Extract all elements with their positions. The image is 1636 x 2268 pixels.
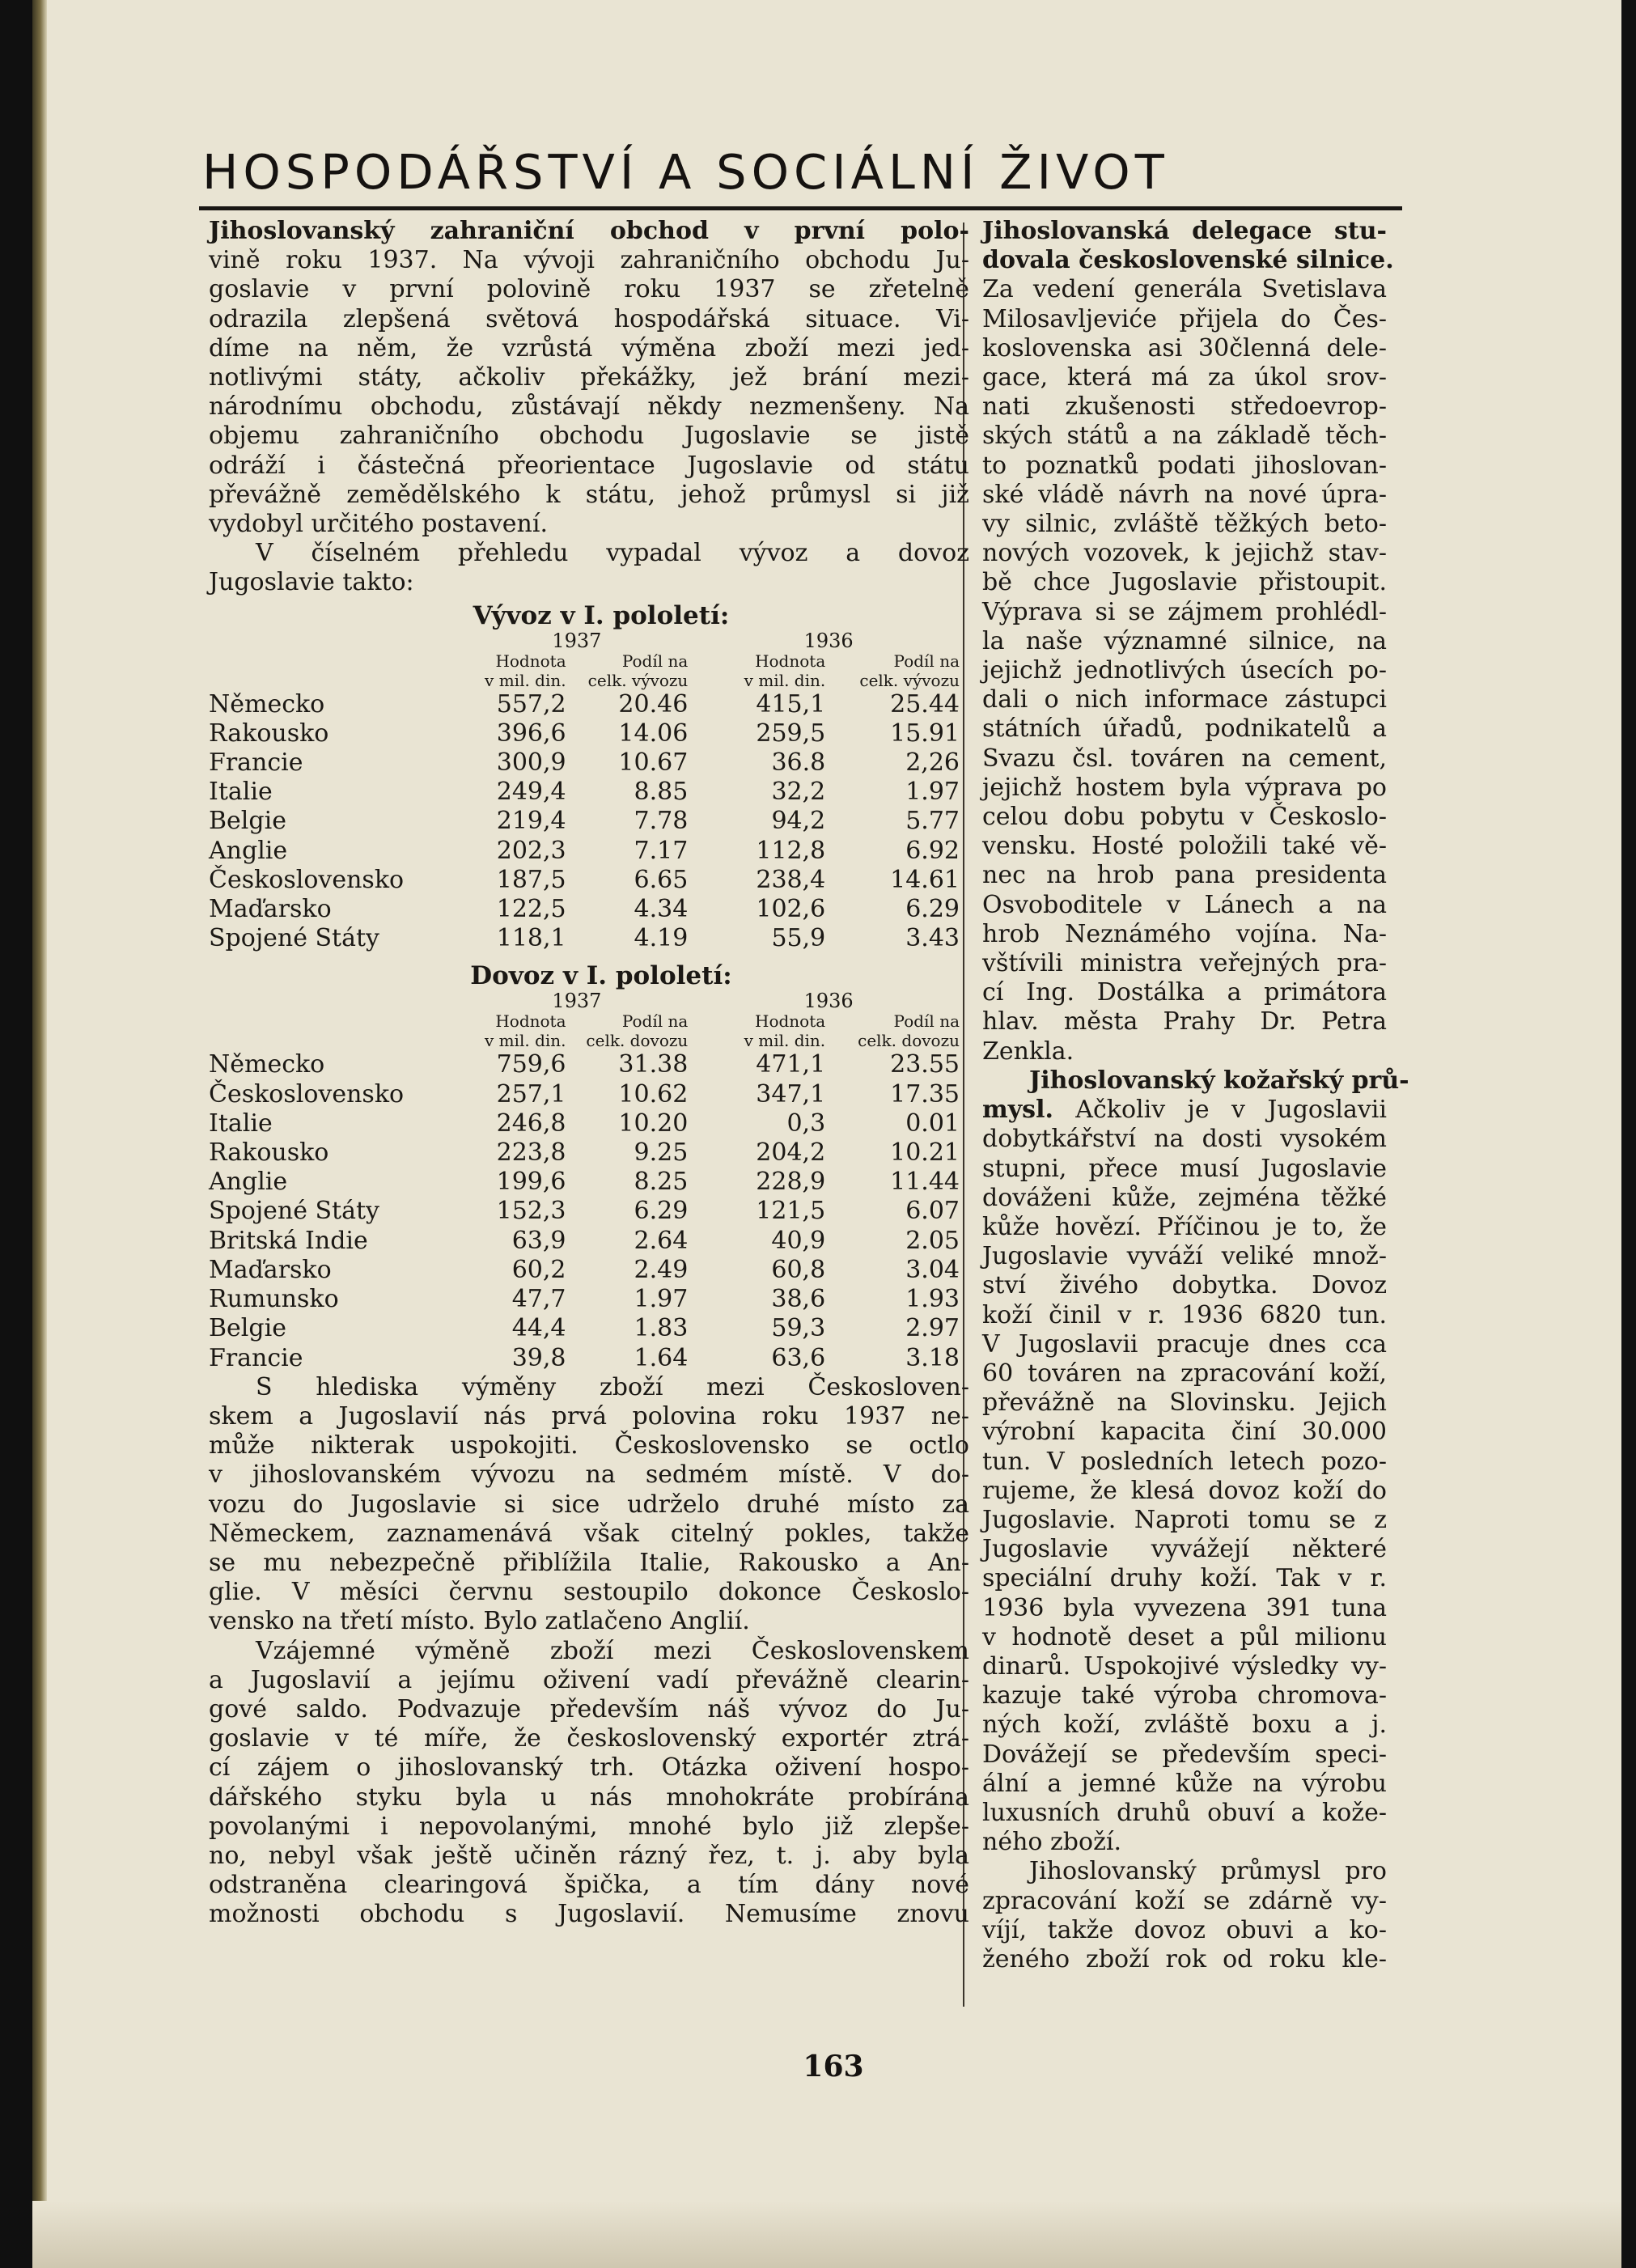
export-row	[209, 690, 964, 719]
import-row	[209, 1227, 964, 1256]
export-value-1937: 122,5	[496, 895, 566, 924]
text-line: Jihoslovanský kožařský prů-	[1029, 1066, 1409, 1095]
import-value-1936: 0,3	[786, 1109, 826, 1138]
import-country: Italie	[209, 1109, 273, 1138]
text-line: cí zájem o jihoslovanský trh. Otázka oživení hospo-	[209, 1753, 969, 1783]
import-value-1937: 44,4	[511, 1314, 566, 1343]
text-line: dali o nich informace zástupci	[982, 685, 1387, 714]
text-line: v hodnotě deset a půl milionu	[982, 1622, 1387, 1651]
page-bottom-edge	[32, 2201, 1621, 2268]
import-row	[209, 1314, 964, 1343]
text-line: možnosti obchodu s Jugoslavií. Nemusíme znovu	[209, 1900, 969, 1929]
export-row	[209, 866, 964, 895]
import-value-1936: 40,9	[771, 1226, 826, 1255]
text-line: Milosavljeviće přijela do Čes-	[982, 304, 1387, 333]
import-share-1936: 23.55	[890, 1050, 960, 1079]
text-line: objemu zahraničního obchodu Jugoslavie se jistě	[209, 422, 969, 451]
text-line: koslovenska asi 30členná dele-	[982, 333, 1387, 362]
export-year-a: 1937	[552, 629, 602, 652]
import-country: Rumunsko	[209, 1285, 339, 1314]
export-country: Německo	[209, 689, 325, 719]
text-line: státních úřadů, podnikatelů a	[982, 714, 1387, 744]
export-value-1937: 300,9	[496, 748, 566, 778]
import-value-1936: 471,1	[756, 1050, 826, 1079]
text-line: Svazu čsl. továren na cement,	[982, 744, 1387, 773]
export-h-share-b: Podíl na	[893, 651, 960, 671]
import-header-unit-row	[209, 1031, 964, 1050]
export-value-1937: 202,3	[496, 836, 566, 865]
text-line: vydobyl určitého postavení.	[209, 510, 548, 539]
import-share-1937: 31.38	[618, 1050, 689, 1079]
text-line: V Jugoslavii pracuje dnes cca	[982, 1329, 1387, 1359]
text-line: 60 továren na zpracování koží,	[982, 1359, 1387, 1388]
import-value-1937: 257,1	[496, 1079, 566, 1109]
import-value-1937: 152,3	[496, 1197, 566, 1226]
export-row	[209, 807, 964, 836]
import-share-1937: 1.97	[634, 1285, 689, 1314]
export-country: Belgie	[209, 807, 286, 836]
export-row	[209, 778, 964, 807]
import-share-1936: 10.21	[890, 1138, 960, 1168]
export-share-1937: 7.78	[634, 807, 689, 836]
import-country: Belgie	[209, 1314, 286, 1343]
export-share-1937: 14.06	[618, 719, 689, 748]
text-line: ské vládě návrh na nové úpra-	[982, 480, 1387, 509]
text-line: ných koží, zvláště boxu a j.	[982, 1711, 1387, 1740]
commentary-text	[209, 1373, 969, 1930]
text-line: výrobní kapacita činí 30.000	[982, 1418, 1387, 1447]
export-table-title: Vývoz v I. pololetí:	[473, 600, 730, 630]
text-line: dováženi kůže, zejména těžké	[982, 1183, 1387, 1212]
import-value-1936: 347,1	[756, 1079, 826, 1109]
export-h-value-unit-a: v mil. din.	[485, 670, 566, 690]
text-line: Jihoslovanská delegace stu-	[982, 217, 1387, 245]
import-value-1937: 223,8	[496, 1138, 566, 1168]
text-line: ských států a na základě těch-	[982, 422, 1387, 451]
export-h-share-a: Podíl na	[621, 651, 689, 671]
text-line: a Jugoslavií a jejímu oživení vadí převážně clearin-	[209, 1665, 969, 1694]
import-h-share-a: Podíl na	[621, 1011, 689, 1032]
import-value-1937: 246,8	[496, 1109, 566, 1138]
import-value-1937: 199,6	[496, 1168, 566, 1197]
import-value-1936: 38,6	[771, 1285, 826, 1314]
import-share-1936: 2.05	[905, 1226, 960, 1255]
text-line: gace, která má za úkol srov-	[982, 363, 1387, 392]
left-column	[209, 217, 969, 1930]
export-share-1936: 14.61	[890, 865, 960, 894]
export-row	[209, 719, 964, 748]
import-share-1936: 11.44	[890, 1168, 960, 1197]
export-value-1936: 94,2	[771, 807, 826, 836]
export-share-1937: 7.17	[634, 836, 689, 865]
import-h-value-b: Hodnota	[755, 1011, 826, 1032]
import-country: Maďarsko	[209, 1255, 332, 1284]
text-line: Jihoslovanský zahraniční obchod v první polo-	[209, 217, 969, 245]
import-table-title: Dovoz v I. pololetí:	[470, 961, 732, 991]
import-row	[209, 1109, 964, 1138]
export-value-1937: 118,1	[496, 924, 566, 953]
import-share-1936: 3.04	[905, 1255, 960, 1284]
import-country: Spojené Státy	[209, 1197, 379, 1226]
page-number: 163	[803, 2050, 864, 2084]
header-rule	[199, 206, 1402, 210]
import-share-1937: 2.64	[634, 1226, 689, 1255]
text-line: zpracování koží se zdárně vy-	[982, 1886, 1387, 1915]
export-share-1937: 4.34	[634, 895, 689, 924]
text-line: Jugoslavie. Naproti tomu se z	[982, 1505, 1387, 1534]
export-country: Italie	[209, 778, 273, 807]
text-line: ální a jemné kůže na výrobu	[982, 1769, 1387, 1798]
import-value-1936: 228,9	[756, 1168, 826, 1197]
text-line: glie. V měsíci červnu sestoupilo dokonce Českoslo-	[209, 1578, 969, 1607]
text-line: národnímu obchodu, zůstávají někdy nezmenšeny. Na	[209, 392, 969, 422]
import-year-b: 1936	[803, 990, 854, 1013]
text-line: v jihoslovanském vývozu na sedmém místě. V do-	[209, 1460, 969, 1490]
import-share-1936: 2.97	[905, 1314, 960, 1343]
export-share-1936: 2,26	[905, 748, 960, 778]
text-line: cí Ing. Dostálka a primátora	[982, 978, 1387, 1007]
import-share-1936: 17.35	[890, 1079, 960, 1109]
text-line: odráží i částečná přeorientace Jugoslavie od státu	[209, 451, 969, 480]
text-line: nati zkušenosti středoevrop-	[982, 392, 1387, 422]
export-country: Anglie	[209, 836, 288, 865]
text-line: gové saldo. Podvazuje především náš vývoz do Ju-	[209, 1694, 969, 1723]
export-value-1936: 32,2	[771, 778, 826, 807]
export-h-value-a: Hodnota	[495, 651, 566, 671]
text-line: no, nebyl však ještě učiněn rázný řez, t. j. aby byla	[209, 1841, 969, 1870]
text-line: Zenkla.	[982, 1036, 1074, 1066]
import-share-1936: 6.07	[905, 1197, 960, 1226]
export-value-1937: 396,6	[496, 719, 566, 748]
export-country: Spojené Státy	[209, 924, 379, 953]
text-line: Jugoslavie vyváží veliké množ-	[982, 1242, 1387, 1271]
document-page	[32, 0, 1621, 2268]
import-row	[209, 1197, 964, 1226]
import-row	[209, 1344, 964, 1373]
text-line: celou dobu pobytu v Českoslo-	[982, 803, 1387, 832]
text-line: goslavie v té míře, že československý exportér ztrá-	[209, 1724, 969, 1753]
text-line: jejichž hostem byla výprava po	[982, 773, 1387, 802]
import-country: Německo	[209, 1050, 325, 1079]
export-value-1937: 187,5	[496, 865, 566, 894]
text-line: dinarů. Uspokojivé výsledky vy-	[982, 1651, 1387, 1681]
text-line: dovala československé silnice.	[982, 246, 1394, 275]
export-year-b: 1936	[803, 629, 854, 652]
right-column	[982, 217, 1409, 1974]
export-row	[209, 924, 964, 953]
text-line: Výprava si se zájmem prohlédl-	[982, 597, 1387, 626]
import-country: Anglie	[209, 1168, 288, 1197]
import-value-1937: 63,9	[511, 1226, 566, 1255]
text-line: goslavie v první polovině roku 1937 se zřetelně	[209, 275, 969, 304]
text-line: Za vedení generála Svetislava	[982, 275, 1387, 304]
text-line: S hlediska výměny zboží mezi Českosloven-	[256, 1372, 969, 1401]
export-share-1936: 25.44	[890, 689, 960, 719]
text-line: vozu do Jugoslavie si sice udrželo druhé místo za	[209, 1490, 969, 1519]
import-h-value-a: Hodnota	[495, 1011, 566, 1032]
export-h-value-b: Hodnota	[755, 651, 826, 671]
import-value-1936: 204,2	[756, 1138, 826, 1168]
text-line: vině roku 1937. Na vývoji zahraničního obchodu Ju-	[209, 246, 969, 275]
export-value-1936: 36.8	[771, 748, 826, 778]
text-line: převážně na Slovinsku. Jejich	[982, 1388, 1387, 1418]
import-value-1936: 121,5	[756, 1197, 826, 1226]
import-h-share-unit-b: celk. dovozu	[858, 1031, 960, 1051]
export-header-row	[209, 651, 964, 671]
text-line: nových vozovek, k jejichž stav-	[982, 539, 1387, 568]
text-line: la naše významné silnice, na	[982, 626, 1387, 655]
text-line: skem a Jugoslavií nás prvá polovina roku 1937 ne-	[209, 1401, 969, 1431]
export-year-row	[209, 630, 964, 651]
export-value-1936: 112,8	[756, 836, 826, 865]
text-line: V číselném přehledu vypadal vývoz a dovoz	[256, 539, 969, 568]
import-row	[209, 1080, 964, 1109]
export-share-1937: 10.67	[618, 748, 689, 778]
text-line: nec na hrob pana presidenta	[982, 861, 1387, 890]
export-share-1936: 3.43	[905, 924, 960, 953]
import-share-1936: 1.93	[905, 1285, 960, 1314]
section-header: HOSPODÁŘSTVÍ A SOCIÁLNÍ ŽIVOT	[202, 144, 1169, 200]
export-h-share-unit-a: celk. vývozu	[587, 670, 689, 690]
import-country: Československo	[209, 1079, 405, 1109]
import-header-row	[209, 1011, 964, 1031]
text-line: Jugoslavie vyvážejí některé	[982, 1535, 1387, 1564]
text-line: převážně zemědělského k státu, jehož průmysl si již	[209, 480, 969, 509]
text-line: hlav. města Prahy Dr. Petra	[982, 1007, 1387, 1036]
text-line: odrazila zlepšená světová hospodářská situace. Vi-	[209, 304, 969, 333]
export-share-1937: 6.65	[634, 865, 689, 894]
text-line: kazuje také výroba chromova-	[982, 1681, 1387, 1711]
import-value-1936: 59,3	[771, 1314, 826, 1343]
text-line: 1936 byla vyvezena 391 tuna	[982, 1593, 1387, 1622]
text-line: mysl. Ačkoliv je v Jugoslavii	[982, 1096, 1387, 1125]
import-h-share-unit-a: celk. dovozu	[586, 1031, 689, 1051]
export-share-1936: 15.91	[890, 719, 960, 748]
export-share-1937: 8.85	[634, 778, 689, 807]
export-value-1936: 415,1	[756, 689, 826, 719]
text-line: speciální druhy koží. Tak v r.	[982, 1564, 1387, 1593]
text-line: Dovážejí se především speci-	[982, 1740, 1387, 1769]
import-row	[209, 1168, 964, 1197]
import-share-1937: 9.25	[634, 1138, 689, 1168]
text-line: ného zboží.	[982, 1828, 1122, 1857]
export-value-1936: 55,9	[771, 924, 826, 953]
import-row	[209, 1285, 964, 1314]
import-country: Britská Indie	[209, 1226, 368, 1255]
export-row	[209, 748, 964, 778]
import-share-1937: 1.83	[634, 1314, 689, 1343]
export-share-1937: 4.19	[634, 924, 689, 953]
export-table	[209, 630, 964, 954]
text-line: Německem, zaznamenává však citelný pokles, takže	[209, 1519, 969, 1548]
import-share-1937: 8.25	[634, 1168, 689, 1197]
export-country: Francie	[209, 748, 303, 778]
text-line: vštívili ministra veřejných pra-	[982, 949, 1387, 978]
text-line: vensko na třetí místo. Bylo zatlačeno Anglií.	[209, 1607, 750, 1636]
export-value-1937: 249,4	[496, 778, 566, 807]
import-value-1937: 60,2	[511, 1255, 566, 1284]
text-line: bě chce Jugoslavie přistoupit.	[982, 568, 1387, 597]
text-line: notlivými státy, ačkoliv překážky, jež brání mezi-	[209, 363, 969, 392]
import-year-a: 1937	[552, 990, 602, 1013]
import-value-1936: 60,8	[771, 1255, 826, 1284]
import-value-1936: 63,6	[771, 1343, 826, 1372]
text-line: koží činil v r. 1936 6820 tun.	[982, 1300, 1387, 1329]
import-share-1937: 6.29	[634, 1197, 689, 1226]
export-h-value-unit-b: v mil. din.	[744, 670, 826, 690]
export-value-1936: 259,5	[756, 719, 826, 748]
text-line: stupni, přece musí Jugoslavie	[982, 1154, 1387, 1183]
import-value-1937: 47,7	[511, 1285, 566, 1314]
text-line: kůže hovězí. Příčinou je to, že	[982, 1212, 1387, 1241]
text-line: povolanými i nepovolanými, mnohé bylo již zlepše-	[209, 1812, 969, 1841]
export-header-unit-row	[209, 671, 964, 690]
import-share-1937: 10.62	[618, 1079, 689, 1109]
text-line: vy silnic, zvláště těžkých beto-	[982, 510, 1387, 539]
import-h-value-unit-b: v mil. din.	[744, 1031, 826, 1051]
import-country: Rakousko	[209, 1138, 329, 1168]
import-h-share-b: Podíl na	[893, 1011, 960, 1032]
import-share-1936: 3.18	[905, 1343, 960, 1372]
import-share-1937: 10.20	[618, 1109, 689, 1138]
export-value-1937: 557,2	[496, 689, 566, 719]
text-line: ství živého dobytka. Dovoz	[982, 1271, 1387, 1300]
text-line: se mu nebezpečně přiblížila Italie, Rakousko a An-	[209, 1548, 969, 1577]
text-line: víjí, takže dovoz obuvi a ko-	[982, 1915, 1387, 1944]
text-line: rujeme, že klesá dovoz koží do	[982, 1476, 1387, 1505]
export-share-1936: 1.97	[905, 778, 960, 807]
import-share-1937: 1.64	[634, 1343, 689, 1372]
intro-text	[209, 217, 969, 598]
text-line: dobytkářství na dosti vysokém	[982, 1125, 1387, 1154]
export-row	[209, 837, 964, 866]
import-share-1937: 2.49	[634, 1255, 689, 1284]
text-line: tun. V posledních letech pozo-	[982, 1447, 1387, 1476]
text-line: díme na něm, že vzrůstá výměna zboží mezi jed-	[209, 333, 969, 362]
export-value-1936: 102,6	[756, 895, 826, 924]
text-line: Vzájemné výměně zboží mezi Československem	[256, 1636, 969, 1665]
export-value-1936: 238,4	[756, 865, 826, 894]
export-country: Československo	[209, 865, 405, 894]
import-table	[209, 990, 964, 1372]
text-line: může nikterak uspokojiti. Československo se octlo	[209, 1431, 969, 1460]
import-value-1937: 759,6	[496, 1050, 566, 1079]
export-row	[209, 895, 964, 924]
export-share-1936: 6.92	[905, 836, 960, 865]
export-country: Maďarsko	[209, 895, 332, 924]
export-share-1937: 20.46	[618, 689, 689, 719]
text-line: Jihoslovanský průmysl pro	[1029, 1857, 1387, 1886]
export-share-1936: 5.77	[905, 807, 960, 836]
import-row	[209, 1050, 964, 1079]
export-country: Rakousko	[209, 719, 329, 748]
import-country: Francie	[209, 1343, 303, 1372]
export-h-share-unit-b: celk. vývozu	[859, 670, 960, 690]
export-share-1936: 6.29	[905, 895, 960, 924]
text-line: luxusních druhů obuví a kože-	[982, 1798, 1387, 1827]
text-line: ženého zboží rok od roku kle-	[982, 1944, 1387, 1973]
binding-edge	[32, 0, 47, 2268]
text-line: vensku. Hosté položili také vě-	[982, 832, 1387, 861]
export-value-1937: 219,4	[496, 807, 566, 836]
text-line: to poznatků podati jihoslovan-	[982, 451, 1387, 480]
import-row	[209, 1138, 964, 1168]
import-share-1936: 0.01	[905, 1109, 960, 1138]
text-line: Jugoslavie takto:	[209, 568, 414, 597]
text-line: odstraněna clearingová špička, a tím dány nové	[209, 1871, 969, 1900]
right-column-text	[982, 217, 1409, 1974]
import-year-row	[209, 990, 964, 1011]
text-line: dářského styku byla u nás mnohokráte probírána	[209, 1783, 969, 1812]
text-line: hrob Neznámého vojína. Na-	[982, 919, 1387, 948]
import-value-1937: 39,8	[511, 1343, 566, 1372]
text-line: Osvoboditele v Lánech a na	[982, 890, 1387, 919]
text-line: jejichž jednotlivých úsecích po-	[982, 656, 1387, 685]
import-row	[209, 1256, 964, 1285]
import-h-value-unit-a: v mil. din.	[484, 1031, 566, 1051]
